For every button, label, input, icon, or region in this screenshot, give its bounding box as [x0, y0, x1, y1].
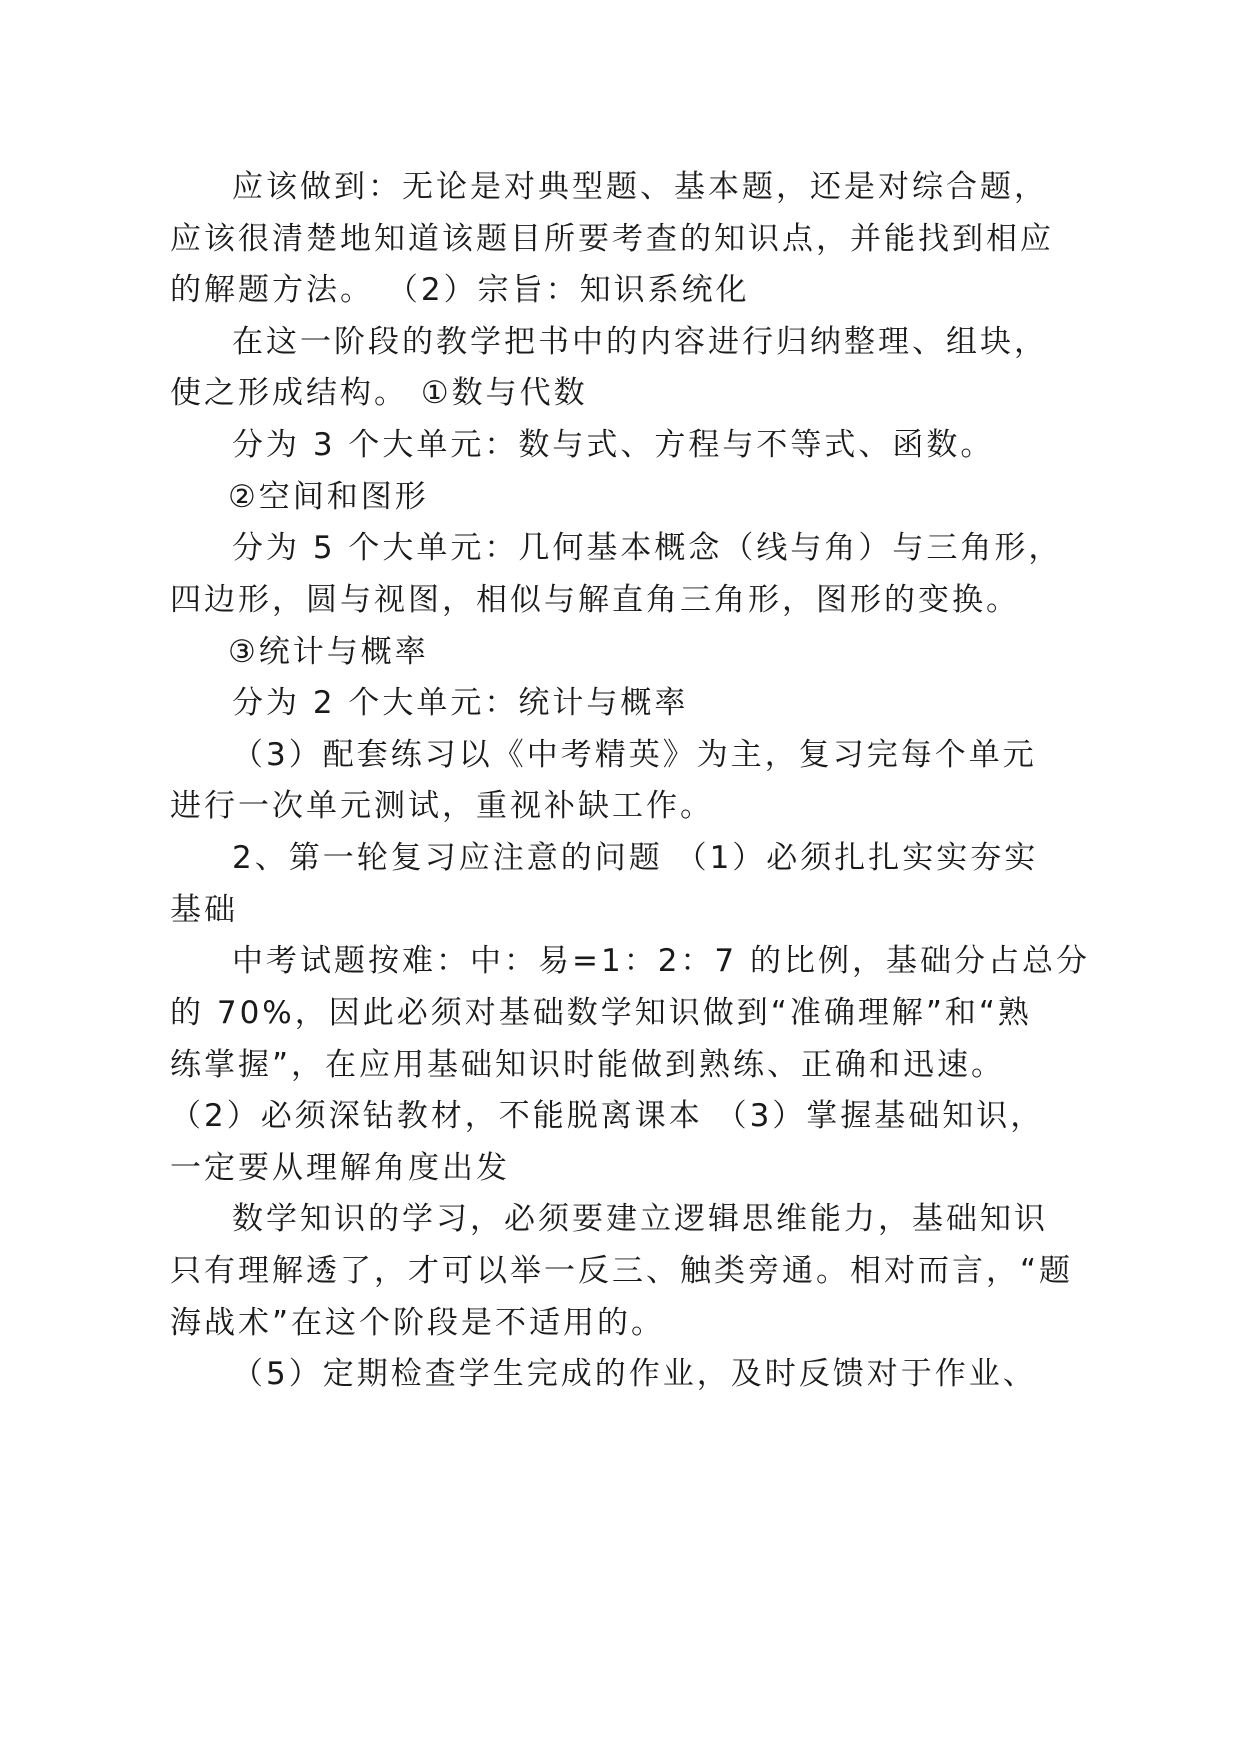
text-line: 应该做到：无论是对典型题、基本题，还是对综合题， — [232, 169, 1048, 205]
text-line: 的 70%，因此必须对基础数学知识做到“准确理解”和“熟 — [170, 995, 1032, 1031]
text-line: 使之形成结构。 ①数与代数 — [170, 375, 588, 411]
text-line: 进行一次单元测试，重视补缺工作。 — [170, 788, 714, 824]
text-line: （2）必须深钻教材，不能脱离课本 （3）掌握基础知识， — [170, 1098, 1045, 1134]
text-line: 基础 — [170, 892, 238, 928]
text-line: （3）配套练习以《中考精英》为主，复习完每个单元 — [232, 737, 1037, 773]
text-line: ③统计与概率 — [228, 634, 429, 670]
text-line: 四边形，圆与视图，相似与解直角三角形，图形的变换。 — [170, 582, 1020, 618]
text-line: ②空间和图形 — [228, 479, 429, 515]
text-line: 在这一阶段的教学把书中的内容进行归纳整理、组块， — [232, 324, 1048, 360]
text-line: 分为 5 个大单元：几何基本概念（线与角）与三角形， — [232, 530, 1063, 566]
text-line: 练掌握”，在应用基础知识时能做到熟练、正确和迅速。 — [170, 1047, 1006, 1083]
text-line: 分为 3 个大单元：数与式、方程与不等式、函数。 — [232, 427, 995, 463]
text-line: 2、第一轮复习应注意的问题 （1）必须扎扎实实夯实 — [232, 840, 1039, 876]
text-line: 海战术”在这个阶段是不适用的。 — [170, 1305, 666, 1341]
text-line: 分为 2 个大单元：统计与概率 — [232, 685, 689, 721]
text-line: 数学知识的学习，必须要建立逻辑思维能力，基础知识 — [232, 1201, 1048, 1237]
text-line: 中考试题按难：中：易=1：2：7 的比例，基础分占总分 — [232, 943, 1090, 979]
text-line: （5）定期检查学生完成的作业，及时反馈对于作业、 — [232, 1356, 1037, 1392]
text-line: 只有理解透了，才可以举一反三、触类旁通。相对而言，“题 — [170, 1253, 1074, 1289]
text-line: 的解题方法。 （2）宗旨：知识系统化 — [170, 272, 750, 308]
text-line: 应该很清楚地知道该题目所要考查的知识点，并能找到相应 — [170, 221, 1054, 257]
text-line: 一定要从理解角度出发 — [170, 1150, 510, 1186]
